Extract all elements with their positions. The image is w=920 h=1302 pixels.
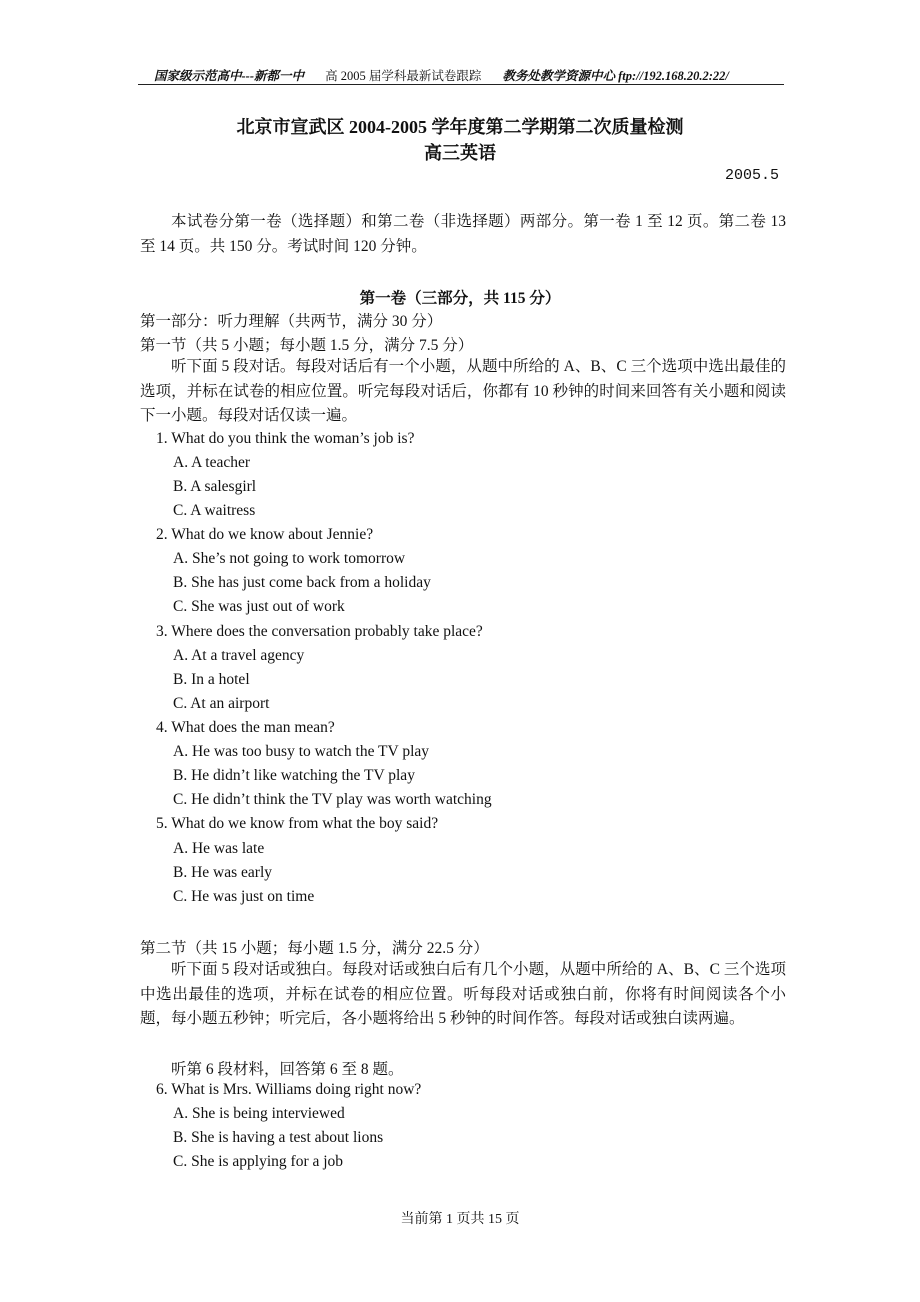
exam-date: 2005.5 — [724, 167, 779, 184]
option-3b: B. In a hotel — [173, 671, 250, 688]
section1-instructions: 听下面 5 段对话。每段对话后有一个小题，从题中所给的 A、B、C 三个选项中选出最佳的选项，并标在试卷的相应位置。听完每段对话后，你都有 10 秒钟的时间来回答有关小题和阅读下一小题。每段对话仅读一遍。 — [140, 358, 786, 424]
page-header — [154, 66, 747, 84]
material-note: 听第 6 段材料，回答第 6 至 8 题。 — [171, 1061, 404, 1078]
section2-instructions: 听下面 5 段对话或独白。每段对话或独白后有几个小题，从题中所给的 A、B、C 三个选项中选出最佳的选项，并标在试卷的相应位置。听每段对话或独白前，你将有时间阅读各个小题，每小题五秒钟；听完后，各小题将给出 5 秒钟的时间作答。每段对话或独白读两遍。 — [140, 961, 786, 1027]
option-4b: B. He didn’t like watching the TV play — [173, 767, 415, 784]
question-4: 4. What does the man mean? — [156, 719, 335, 736]
part1-heading: 第一部分：听力理解（共两节，满分 30 分） — [140, 313, 443, 330]
exam-title: 北京市宣武区 2004-2005 学年度第二学期第二次质量检测 — [236, 117, 684, 137]
option-4c: C. He didn’t think the TV play was worth watching — [173, 791, 492, 808]
question-3: 3. Where does the conversation probably take place? — [156, 623, 483, 640]
question-5: 5. What do we know from what the boy said? — [156, 815, 439, 832]
question-2: 2. What do we know about Jennie? — [156, 526, 374, 543]
option-2c: C. She was just out of work — [173, 598, 345, 615]
question-1: 1. What do you think the woman’s job is? — [156, 430, 415, 447]
option-5b: B. He was early — [173, 864, 272, 881]
option-1c: C. A waitress — [173, 502, 256, 519]
option-6b: B. She is having a test about lions — [173, 1129, 384, 1146]
option-5c: C. He was just on time — [173, 888, 315, 905]
option-2b: B. She has just come back from a holiday — [173, 574, 431, 591]
option-3a: A. At a travel agency — [173, 647, 305, 664]
header-school: 国家级示范高中---新都一中 — [154, 69, 304, 83]
volume-title: 第一卷（三部分，共 115 分） — [359, 290, 561, 307]
option-5a: A. He was late — [173, 840, 265, 857]
header-resource-center: 教务处教学资源中心 ftp://192.168.20.2:22/ — [502, 69, 729, 83]
intro-paragraph: 本试卷分第一卷（选择题）和第二卷（非选择题）两部分。第一卷 1 至 12 页。第二卷 13 至 14 页。共 150 分。考试时间 120 分钟。 — [140, 213, 786, 255]
option-6a: A. She is being interviewed — [173, 1105, 345, 1122]
header-divider — [138, 84, 784, 85]
option-3c: C. At an airport — [173, 695, 270, 712]
option-4a: A. He was too busy to watch the TV play — [173, 743, 429, 760]
section2-heading: 第二节（共 15 小题；每小题 1.5 分，满分 22.5 分） — [140, 940, 489, 957]
section1-heading: 第一节（共 5 小题；每小题 1.5 分，满分 7.5 分） — [140, 337, 474, 354]
option-1b: B. A salesgirl — [173, 478, 257, 495]
option-6c: C. She is applying for a job — [173, 1153, 344, 1170]
exam-subtitle: 高三英语 — [424, 143, 496, 163]
option-2a: A. She’s not going to work tomorrow — [173, 550, 406, 567]
question-6: 6. What is Mrs. Williams doing right now? — [156, 1081, 422, 1098]
page-footer: 当前第 1 页共 15 页 — [400, 1212, 520, 1227]
option-1a: A. A teacher — [173, 454, 251, 471]
header-subject: 高 2005 届学科最新试卷跟踪 — [325, 69, 482, 83]
